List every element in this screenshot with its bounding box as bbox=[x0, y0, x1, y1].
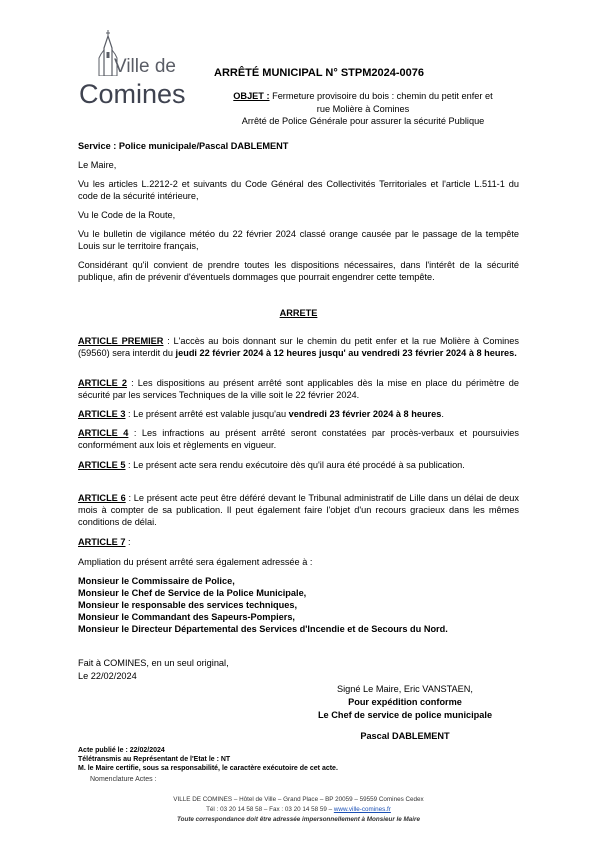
article-7-text: : bbox=[125, 537, 131, 547]
article-4-text: : Les infractions au présent arrêté seront constatées par procès-verbaux et poursuivies conformément aux lois et règlements en vigueur. bbox=[78, 428, 519, 450]
vu-cgct: Vu les articles L.2212-2 et suivants du Code Général des Collectivités Territoriales et l'article L.511-1 du code de la sécurité intérieure, bbox=[78, 179, 519, 201]
objet-label: OBJET : bbox=[233, 91, 270, 101]
article-2-text: : Les dispositions au présent arrêté sont applicables dès la mise en place du périmètre de sécurité par les services Techniques de la ville soit le 22 février 2024. bbox=[78, 378, 519, 400]
footer-correspondence: Toute correspondance doit être adressée impersonnellement à Monsieur le Maire bbox=[177, 816, 420, 823]
document-title: ARRÊTÉ MUNICIPAL N° STPM2024-0076 bbox=[214, 67, 424, 79]
article-5-text: : Le présent acte sera rendu exécutoire dès qu'il aura été procédé à sa publication. bbox=[125, 460, 465, 470]
article-3 bbox=[78, 408, 519, 420]
signature-name: Pascal DABLEMENT bbox=[360, 731, 450, 741]
vu-code-route: Vu le Code de la Route, bbox=[78, 210, 176, 220]
article-2-label: ARTICLE 2 bbox=[78, 378, 128, 388]
article-6-label: ARTICLE 6 bbox=[78, 493, 126, 503]
footer-phone-fax: Tél : 03 20 14 58 58 – Fax : 03 20 14 58 59 – bbox=[206, 806, 334, 813]
article-premier-dates: jeudi 22 février 2024 à 12 heures jusqu' au vendredi 23 février 2024 à 8 heures. bbox=[175, 348, 517, 358]
signature-block bbox=[285, 683, 525, 743]
signature-maire: Signé Le Maire, Eric VANSTAEN, bbox=[337, 684, 473, 694]
recipient-item: Monsieur le Directeur Départemental des Services d'Incendie et de Secours du Nord. bbox=[78, 624, 448, 634]
recipients-list bbox=[78, 575, 519, 635]
objet-line2: rue Molière à Comines bbox=[316, 103, 410, 114]
article-7-label: ARTICLE 7 bbox=[78, 537, 126, 547]
logo-line2: Comines bbox=[79, 79, 186, 109]
article-premier-label: ARTICLE PREMIER bbox=[78, 336, 164, 346]
nomenclature-actes: Nomenclature Actes : bbox=[90, 776, 157, 783]
article-7 bbox=[78, 536, 519, 548]
date-line: Le 22/02/2024 bbox=[78, 671, 137, 681]
logo-line1: Ville de bbox=[114, 56, 176, 77]
article-6-text: : Le présent acte peut être déféré devant le Tribunal administratif de Lille dans un délai de deux mois à compter de sa publication. Il peut également faire l'objet d'un recours gracieux dans les mêmes conditions de délai. bbox=[78, 493, 519, 527]
article-3-text: : Le présent arrêté est valable jusqu'au bbox=[125, 409, 289, 419]
article-3-date: vendredi 23 février 2024 à 8 heures bbox=[288, 409, 442, 419]
article-3-end: . bbox=[441, 409, 444, 419]
service-line: Service : Police municipale/Pascal DABLEMENT bbox=[78, 141, 289, 151]
article-2 bbox=[78, 377, 519, 401]
article-premier-text: : L'accès au bois donnant sur le chemin du petit enfer et la rue Molière à Comines (59560) sera interdit du bbox=[78, 336, 519, 358]
signature-chef-service: Le Chef de service de police municipale bbox=[317, 710, 493, 720]
article-4-label: ARTICLE 4 bbox=[78, 428, 129, 438]
ville-de-comines-logo bbox=[78, 28, 196, 108]
objet-line3: Arrêté de Police Générale pour assurer la sécurité Publique bbox=[241, 116, 485, 126]
arrete-heading: ARRETE bbox=[279, 308, 318, 318]
article-5 bbox=[78, 459, 519, 471]
article-premier bbox=[78, 335, 519, 359]
fait-a-comines: Fait à COMINES, en un seul original, bbox=[78, 658, 229, 668]
objet-block bbox=[198, 90, 528, 128]
ampliation-line: Ampliation du présent arrêté sera également adressée à : bbox=[78, 557, 313, 567]
recipient-item: Monsieur le Commandant des Sapeurs-Pompiers, bbox=[78, 612, 295, 622]
objet-line1: Fermeture provisoire du bois : chemin du petit enfer et bbox=[269, 91, 493, 101]
footer bbox=[78, 795, 519, 825]
recipient-item: Monsieur le Chef de Service de la Police Municipale, bbox=[78, 588, 307, 598]
publication-block bbox=[78, 746, 478, 773]
teletransmission: Télétransmis au Représentant de l'Etat le : NT bbox=[78, 756, 231, 763]
executoire-certification: M. le Maire certifie, sous sa responsabilité, le caractère exécutoire de cet acte. bbox=[78, 765, 338, 772]
recipient-item: Monsieur le Commissaire de Police, bbox=[78, 576, 235, 586]
article-5-label: ARTICLE 5 bbox=[78, 460, 126, 470]
website-link[interactable]: www.ville-comines.fr bbox=[333, 806, 391, 813]
considerant: Considérant qu'il convient de prendre toutes les dispositions nécessaires, dans l'intérêt de la sécurité publique, afin de prévenir d'éventuels dommages que pourrait engendrer cette tempête. bbox=[78, 260, 519, 282]
article-4 bbox=[78, 427, 519, 451]
article-3-label: ARTICLE 3 bbox=[78, 409, 126, 419]
recipient-item: Monsieur le responsable des services techniques, bbox=[78, 600, 298, 610]
maire-line: Le Maire, bbox=[78, 160, 117, 170]
publication-date: Acte publié le : 22/02/2024 bbox=[78, 747, 165, 754]
footer-address: VILLE DE COMINES – Hôtel de Ville – Grand Place – BP 20059 – 59559 Comines Cedex bbox=[173, 796, 424, 803]
article-6 bbox=[78, 492, 519, 528]
vu-bulletin-meteo: Vu le bulletin de vigilance météo du 22 février 2024 classé orange causée par le passage de la tempête Louis sur le territoire français, bbox=[78, 229, 519, 251]
signature-expedition: Pour expédition conforme bbox=[348, 697, 462, 707]
